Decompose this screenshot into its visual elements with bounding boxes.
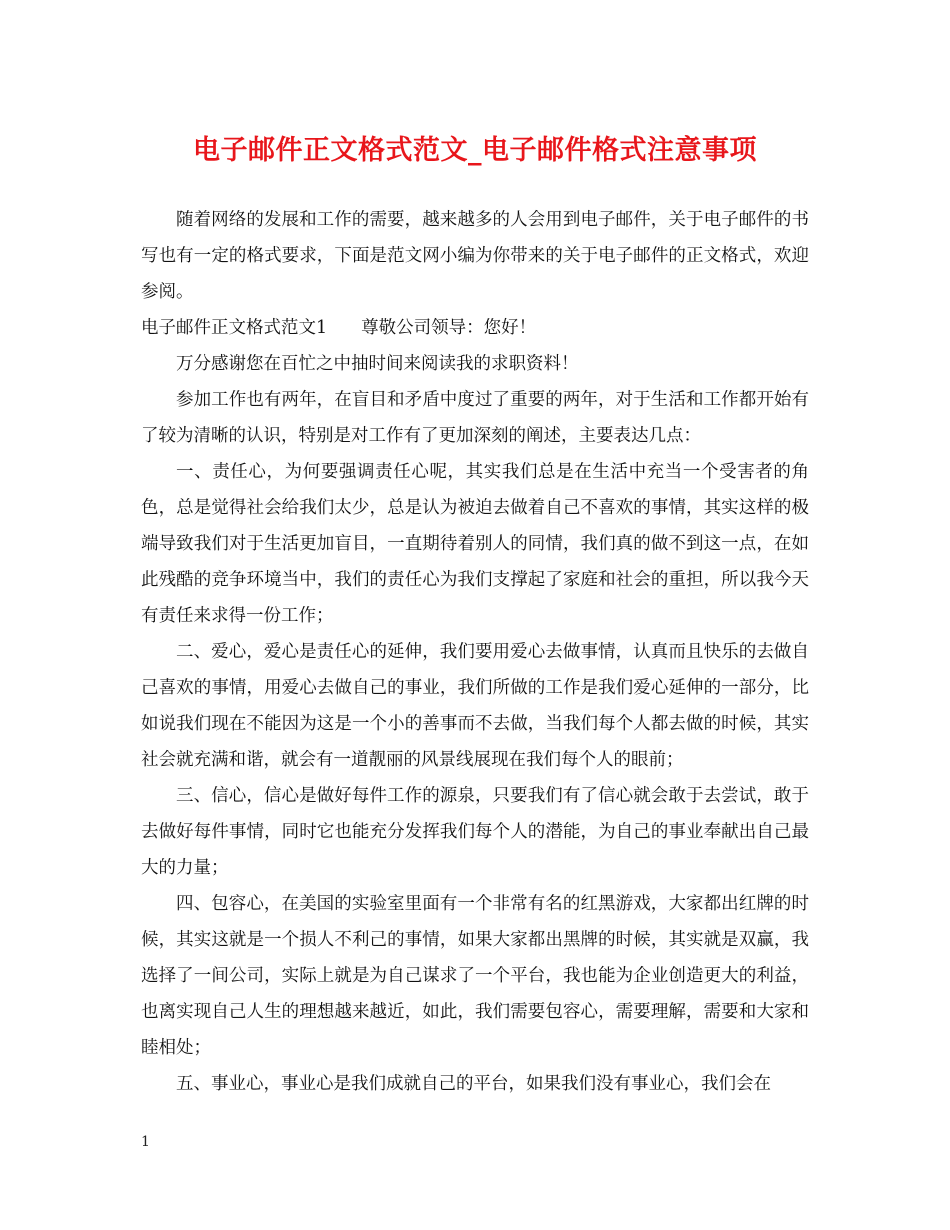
document-body [141, 202, 809, 1102]
body-paragraph: 一、责任心，为何要强调责任心呢，其实我们总是在生活中充当一个受害者的角色，总是觉得社会给我们太少，总是认为被迫去做着自己不喜欢的事情，其实这样的极端导致我们对于生活更加盲目，一直期待着别人的同情，我们真的做不到这一点，在如此残酷的竞争环境当中，我们的责任心为我们支撑起了家庭和社会的重担，所以我今天有责任来求得一份工作； [141, 462, 809, 626]
intro-paragraph: 随着网络的发展和工作的需要，越来越多的人会用到电子邮件，关于电子邮件的书写也有一定的格式要求，下面是范文网小编为你带来的关于电子邮件的正文格式，欢迎参阅。 [141, 210, 809, 302]
body-paragraph: 万分感谢您在百忙之中抽时间来阅读我的求职资料！ [176, 354, 579, 374]
body-paragraph: 三、信心，信心是做好每件工作的源泉，只要我们有了信心就会敢于去尝试，敢于去做好每件事情，同时它也能充分发挥我们每个人的潜能，为自己的事业奉献出自己最大的力量； [141, 786, 809, 878]
section-label: 电子邮件正文格式范文1 [141, 318, 328, 338]
body-paragraph: 二、爱心，爱心是责任心的延伸，我们要用爱心去做事情，认真而且快乐的去做自己喜欢的事情，用爱心去做自己的事业，我们所做的工作是我们爱心延伸的一部分，比如说我们现在不能因为这是一个小的善事而不去做，当我们每个人都去做的时候，其实社会就充满和谐，就会有一道靓丽的风景线展现在我们每个人的眼前； [141, 642, 809, 770]
body-paragraph: 参加工作也有两年，在盲目和矛盾中度过了重要的两年，对于生活和工作都开始有了较为清晰的认识，特别是对工作有了更加深刻的阐述，主要表达几点： [141, 390, 809, 446]
greeting: 尊敬公司领导：您好！ [361, 318, 537, 338]
body-paragraph: 五、事业心，事业心是我们成就自己的平台，如果我们没有事业心，我们会在 [176, 1074, 771, 1094]
body-paragraph: 四、包容心，在美国的实验室里面有一个非常有名的红黑游戏，大家都出红牌的时候，其实这就是一个损人不利己的事情，如果大家都出黑牌的时候，其实就是双赢，我选择了一间公司，实际上就是为自己谋求了一个平台，我也能为企业创造更大的利益，也离实现自己人生的理想越来越近，如此，我们需要包容心，需要理解，需要和大家和睦相处； [141, 894, 809, 1058]
page-title: 电子邮件正文格式范文_电子邮件格式注意事项 [193, 135, 757, 166]
section-heading-line [141, 310, 809, 346]
page-number: 1 [141, 1134, 150, 1150]
